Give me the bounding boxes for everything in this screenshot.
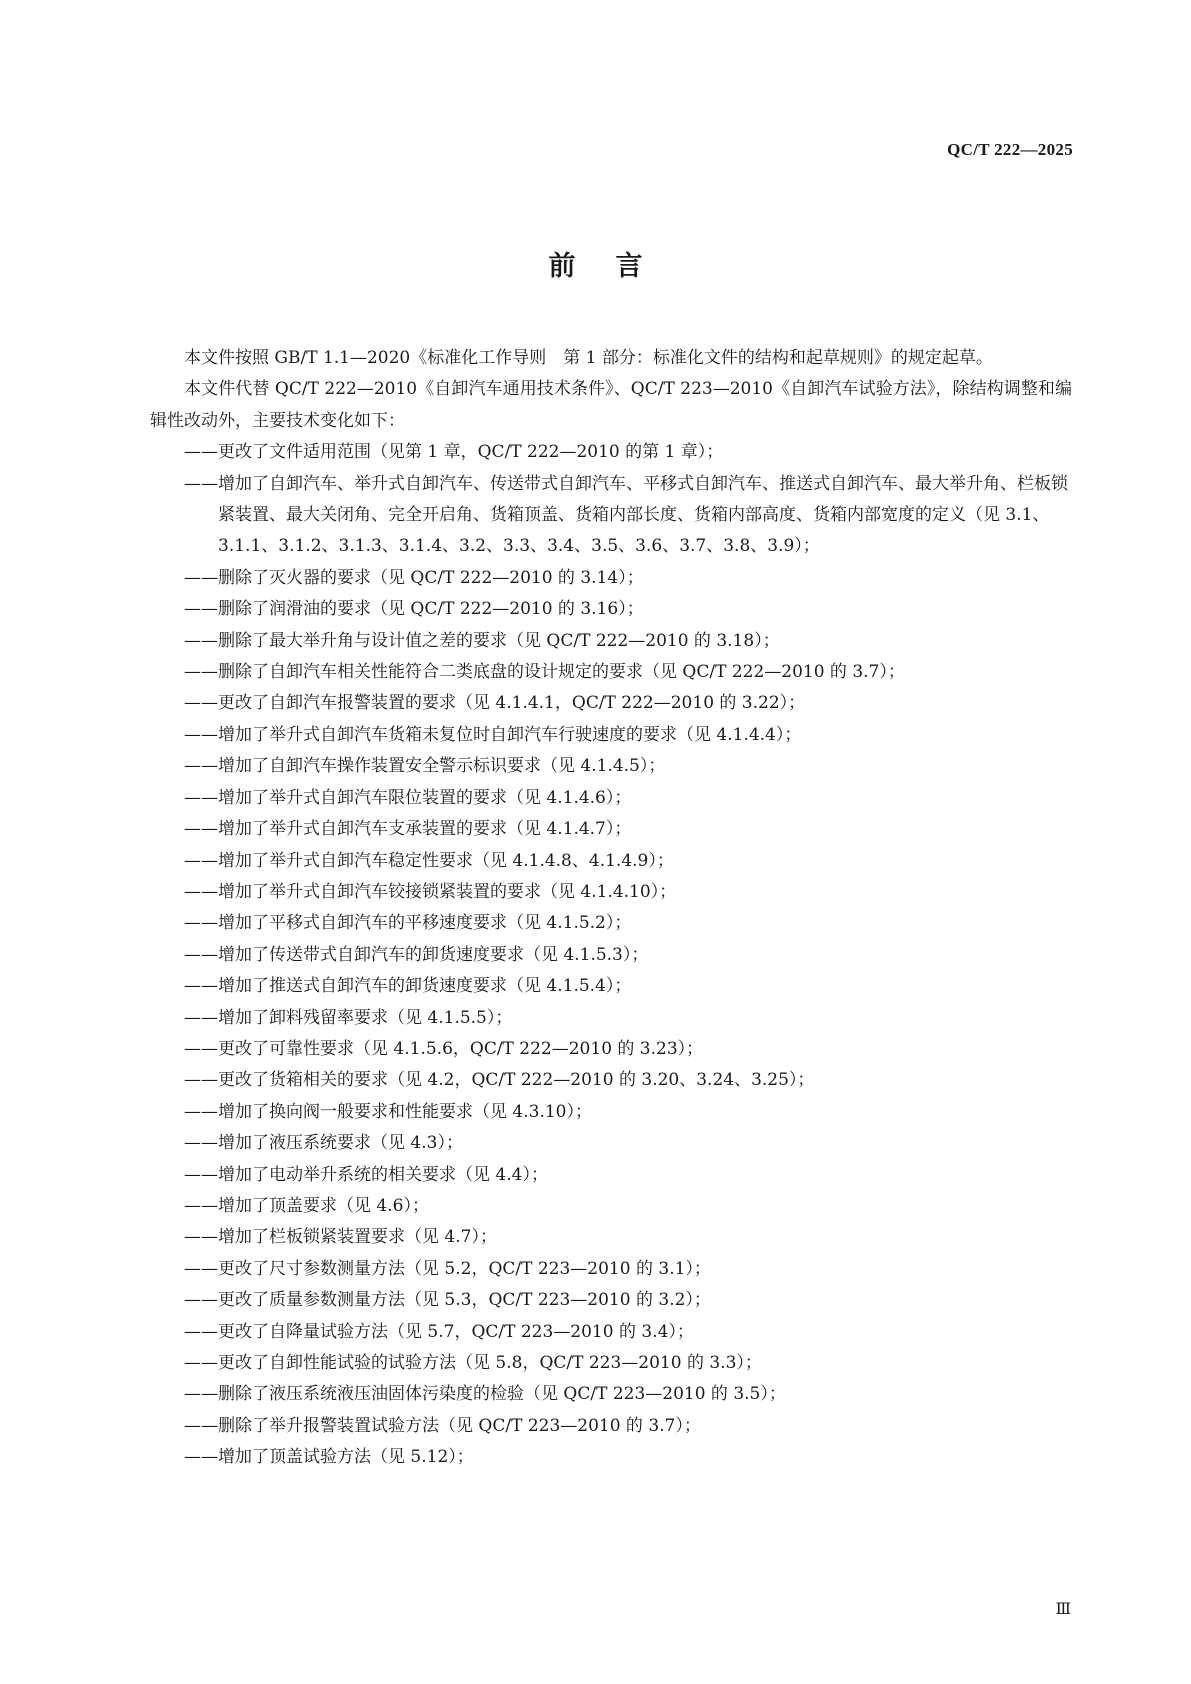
page-title: 前言	[548, 251, 683, 282]
change-item: ——增加了卸料残留率要求（见 4.1.5.5）；	[184, 1007, 513, 1028]
intro-paragraph-drafting: 本文件按照 GB/T 1.1—2020《标准化工作导则 第 1 部分：标准化文件的结构和起草规则》的规定起草。	[184, 348, 993, 368]
change-item: ——更改了自卸性能试验的试验方法（见 5.8，QC/T 223—2010 的 3.3）；	[184, 1353, 762, 1373]
change-item: ——删除了润滑油的要求（见 QC/T 222—2010 的 3.16）；	[184, 599, 644, 620]
page-number: Ⅲ	[1055, 1601, 1071, 1618]
change-item: ——增加了举升式自卸汽车铰接锁紧装置的要求（见 4.1.4.10）；	[184, 881, 677, 902]
change-item: ——增加了栏板锁紧装置要求（见 4.7）；	[184, 1227, 497, 1248]
change-item: ——删除了灭火器的要求（见 QC/T 222—2010 的 3.14）；	[184, 567, 644, 588]
change-item: ——更改了质量参数测量方法（见 5.3，QC/T 223—2010 的 3.2）；	[184, 1290, 711, 1311]
change-item: ——更改了可靠性要求（见 4.1.5.6，QC/T 222—2010 的 3.23）；	[184, 1038, 704, 1059]
change-item: ——删除了举升报警装置试验方法（见 QC/T 223—2010 的 3.7）；	[184, 1415, 701, 1436]
change-item: ——增加了换向阀一般要求和性能要求（见 4.3.10）；	[184, 1101, 592, 1122]
technical-changes-list	[150, 437, 1072, 1473]
change-item: ——删除了自卸汽车相关性能符合二类底盘的设计规定的要求（见 QC/T 222—2010 的 3.7）；	[184, 662, 905, 683]
change-item: ——增加了传送带式自卸汽车的卸货速度要求（见 4.1.5.3）；	[184, 944, 649, 965]
change-item: ——增加了电动举升系统的相关要求（见 4.4）；	[184, 1164, 548, 1185]
change-item: ——更改了文件适用范围（见第 1 章，QC/T 222—2010 的第 1 章）；	[184, 442, 724, 463]
change-item: ——增加了举升式自卸汽车稳定性要求（见 4.1.4.8、4.1.4.9）；	[184, 850, 674, 871]
change-item: ——更改了货箱相关的要求（见 4.2，QC/T 222—2010 的 3.20、3.24、3.25）；	[184, 1070, 815, 1091]
standard-number: QC/T 222—2025	[947, 140, 1073, 159]
change-item: ——删除了最大举升角与设计值之差的要求（见 QC/T 222—2010 的 3.18）；	[184, 630, 780, 651]
change-item: ——增加了平移式自卸汽车的平移速度要求（见 4.1.5.2）；	[184, 913, 632, 934]
change-item: ——增加了液压系统要求（见 4.3）；	[184, 1133, 463, 1154]
change-item: ——增加了推送式自卸汽车的卸货速度要求（见 4.1.5.4）；	[184, 976, 632, 997]
change-item: ——更改了自降量试验方法（见 5.7，QC/T 223—2010 的 3.4）；	[184, 1321, 694, 1342]
change-item: ——增加了顶盖要求（见 4.6）；	[184, 1195, 429, 1216]
change-item: ——增加了自卸汽车操作装置安全警示标识要求（见 4.1.4.5）；	[184, 756, 666, 777]
change-item: ——增加了举升式自卸汽车限位装置的要求（见 4.1.4.6）；	[184, 787, 632, 808]
change-item: ——更改了尺寸参数测量方法（见 5.2，QC/T 223—2010 的 3.1）；	[184, 1258, 711, 1279]
change-item: ——删除了液压系统液压油固体污染度的检验（见 QC/T 223—2010 的 3.5）；	[184, 1384, 786, 1405]
change-item: ——更改了自卸汽车报警装置的要求（见 4.1.4.1，QC/T 222—2010 的 3.22）；	[184, 693, 806, 714]
change-item: ——增加了自卸汽车、举升式自卸汽车、传送带式自卸汽车、平移式自卸汽车、推送式自卸汽车、最大举升角、栏板锁紧装置、最大关闭角、完全开启角、货箱顶盖、货箱内部长度、货箱内部高度、货箱内部宽度的定义（见 3.1、3.1.1、3.1.2、3.1.3、3.1.4、3.2、3.3、3.4、3.5、3.6、3.7、3.8、3.9）；	[184, 473, 1068, 557]
change-item: ——增加了顶盖试验方法（见 5.12）；	[184, 1447, 474, 1468]
change-item: ——增加了举升式自卸汽车支承装置的要求（见 4.1.4.7）；	[184, 819, 632, 840]
change-item: ——增加了举升式自卸汽车货箱未复位时自卸汽车行驶速度的要求（见 4.1.4.4）；	[184, 724, 802, 745]
document-body	[150, 343, 1072, 1474]
intro-paragraph-replacement: 本文件代替 QC/T 222—2010《自卸汽车通用技术条件》、QC/T 223—2010《自卸汽车试验方法》，除结构调整和编辑性改动外，主要技术变化如下：	[150, 379, 1072, 431]
